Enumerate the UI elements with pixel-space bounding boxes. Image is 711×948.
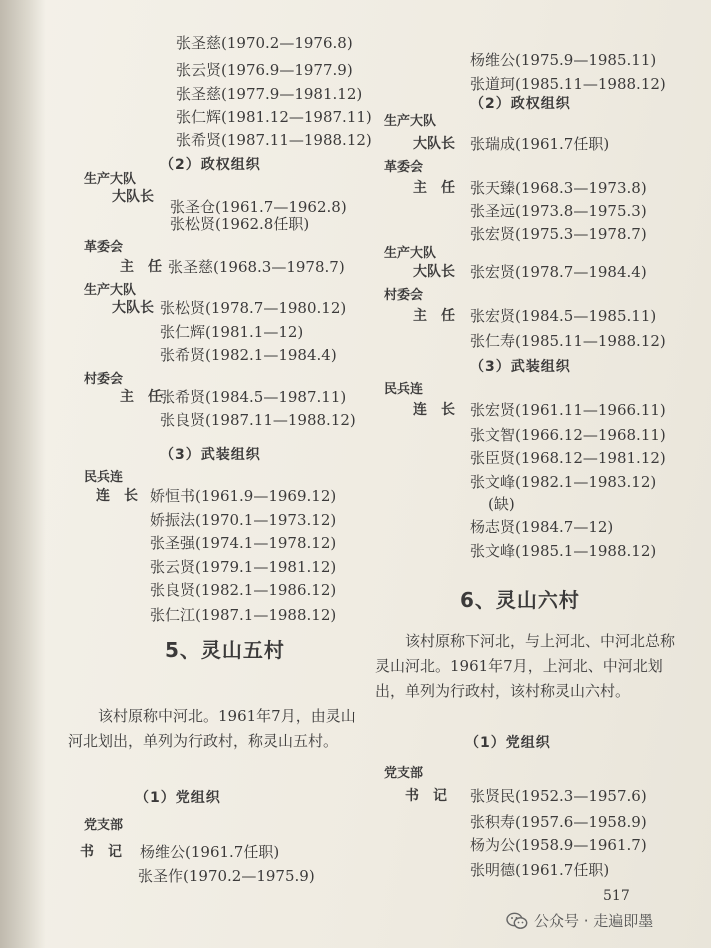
officeholder-entry: 张宏贤(1961.11—1966.11) xyxy=(470,401,666,419)
officeholder-entry: 张圣慈(1977.9—1981.12) xyxy=(176,85,363,103)
position-label: 主 任 xyxy=(120,259,162,275)
watermark xyxy=(506,910,653,931)
officeholder-entry: 杨维公(1961.7任职) xyxy=(140,843,280,861)
village-description: 该村原称下河北，与上河北、中河北总称灵山河北。1961年7月，上河北、中河北划出，单列为行政村，该村称灵山六村。 xyxy=(375,632,676,700)
section-heading: （2）政权组织 xyxy=(470,96,571,112)
position-label: 连 长 xyxy=(413,402,455,418)
officeholder-entry: 张希贤(1982.1—1984.4) xyxy=(160,346,337,364)
organization-label: 生产大队 xyxy=(384,246,437,261)
officeholder-entry: 张天臻(1968.3—1973.8) xyxy=(470,179,647,197)
officeholder-entry: 张仁辉(1981.1—12) xyxy=(160,323,304,341)
officeholder-entry: 张瑞成(1961.7任职) xyxy=(470,135,610,153)
officeholder-entry: 张仁辉(1981.12—1987.11) xyxy=(176,108,372,126)
position-label: 连 长 xyxy=(96,488,138,504)
organization-label: 革委会 xyxy=(84,240,124,255)
position-label: 主 任 xyxy=(120,389,162,405)
officeholder-entry: 张圣远(1973.8—1975.3) xyxy=(470,202,647,220)
organization-label: 党支部 xyxy=(84,818,124,833)
officeholder-entry: 杨志贤(1984.7—12) xyxy=(470,518,614,536)
officeholder-entry: 张圣强(1974.1—1978.12) xyxy=(150,534,337,552)
position-label: 大队长 xyxy=(413,264,455,280)
officeholder-entry: 张道珂(1985.11—1988.12) xyxy=(470,75,666,93)
officeholder-entry: 张希贤(1987.11—1988.12) xyxy=(176,131,372,149)
organization-label: 村委会 xyxy=(84,372,124,387)
section-heading: （3）武装组织 xyxy=(160,447,261,463)
position-label: 书 记 xyxy=(80,844,122,860)
village-description: 该村原称中河北。1961年7月，由灵山河北划出，单列为行政村，称灵山五村。 xyxy=(68,707,356,750)
organization-label: 生产大队 xyxy=(84,283,137,298)
position-label: 书 记 xyxy=(405,788,447,804)
organization-label: 生产大队 xyxy=(384,114,437,129)
officeholder-entry: 张圣慈(1968.3—1978.7) xyxy=(168,258,345,276)
organization-label: 革委会 xyxy=(384,160,424,175)
officeholder-entry: 张仁寿(1985.11—1988.12) xyxy=(470,332,666,350)
section-heading: （2）政权组织 xyxy=(160,157,261,173)
organization-label: 党支部 xyxy=(384,766,424,781)
officeholder-entry: 张仁江(1987.1—1988.12) xyxy=(150,606,337,624)
officeholder-entry: 娇恒书(1961.9—1969.12) xyxy=(150,487,337,505)
officeholder-entry: 张松贤(1978.7—1980.12) xyxy=(160,299,347,317)
officeholder-entry: 张宏贤(1984.5—1985.11) xyxy=(470,307,657,325)
position-label: 主 任 xyxy=(413,308,455,324)
position-label: 大队长 xyxy=(112,300,154,316)
position-label: 大队长 xyxy=(413,136,455,152)
officeholder-entry: 张宏贤(1978.7—1984.4) xyxy=(470,263,647,281)
organization-label: 民兵连 xyxy=(84,470,124,485)
officeholder-entry: 张松贤(1962.8任职) xyxy=(170,215,310,233)
village-title: 5、灵山五村 xyxy=(165,638,285,662)
officeholder-entry: 张贤民(1952.3—1957.6) xyxy=(470,787,647,805)
section-heading: （1）党组织 xyxy=(465,735,551,751)
officeholder-entry: 张明德(1961.7任职) xyxy=(470,861,610,879)
officeholder-entry: 张臣贤(1968.12—1981.12) xyxy=(470,449,666,467)
page-number: 517 xyxy=(603,888,630,904)
section-heading: （3）武装组织 xyxy=(470,359,571,375)
officeholder-entry: 张文峰(1982.1—1983.12) xyxy=(470,473,657,491)
officeholder-entry: 张圣仓(1961.7—1962.8) xyxy=(170,198,347,216)
officeholder-entry: (缺) xyxy=(488,495,515,513)
officeholder-entry: 张良贤(1982.1—1986.12) xyxy=(150,581,337,599)
wechat-icon xyxy=(506,912,528,930)
officeholder-entry: 张宏贤(1975.3—1978.7) xyxy=(470,225,647,243)
position-label: 大队长 xyxy=(112,189,154,205)
officeholder-entry: 张文智(1966.12—1968.11) xyxy=(470,426,666,444)
officeholder-entry: 张积寿(1957.6—1958.9) xyxy=(470,813,647,831)
officeholder-entry: 张文峰(1985.1—1988.12) xyxy=(470,542,657,560)
organization-label: 生产大队 xyxy=(84,172,137,187)
officeholder-entry: 张希贤(1984.5—1987.11) xyxy=(160,388,347,406)
page-gutter-shadow xyxy=(0,0,46,948)
village-title: 6、灵山六村 xyxy=(460,588,580,612)
watermark-text: 公众号 · 走遍即墨 xyxy=(534,912,654,930)
organization-label: 村委会 xyxy=(384,288,424,303)
organization-label: 民兵连 xyxy=(384,382,424,397)
officeholder-entry: 杨维公(1975.9—1985.11) xyxy=(470,51,657,69)
section-heading: （1）党组织 xyxy=(135,790,221,806)
officeholder-entry: 娇振法(1970.1—1973.12) xyxy=(150,511,337,529)
officeholder-entry: 杨为公(1958.9—1961.7) xyxy=(470,836,647,854)
officeholder-entry: 张良贤(1987.11—1988.12) xyxy=(160,411,356,429)
officeholder-entry: 张圣作(1970.2—1975.9) xyxy=(138,867,315,885)
position-label: 主 任 xyxy=(413,180,455,196)
officeholder-entry: 张云贤(1976.9—1977.9) xyxy=(176,61,353,79)
officeholder-entry: 张云贤(1979.1—1981.12) xyxy=(150,558,337,576)
officeholder-entry: 张圣慈(1970.2—1976.8) xyxy=(176,34,353,52)
